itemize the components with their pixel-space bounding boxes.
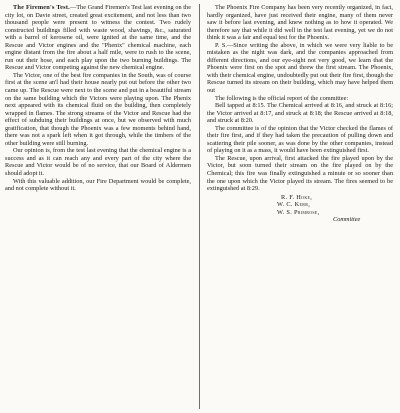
article-paragraph: The Victor, one of the best fire companies in the South, was of course first at the scene an'l had their house nearly put out before the other two came up. The Rescue were next to the scene and put in a beautiful stream on the same building which the Victors were playing upon. The Phenix next appeared with its chemical fluid on the building, then completely wrapped in flames. The strong streams of the Victor and Rescue had the effect of subduing their buildings at once, but we observed with much gratification, that though the Phoenix was a few moments behind hand, there was not a spark left when it got through, while the timbers of the other building were still burning. (5, 71, 191, 147)
signature-primrose: W. S. Primrose, (277, 208, 320, 216)
right-column (207, 4, 393, 409)
report-intro: The following is the official report of the committee: (215, 94, 349, 102)
article-opening-paragraph (5, 4, 191, 72)
report-opinion: The committee is of the opinion that the Victor checked the flames of their fire first, and if they had taken the precaution of pulling down and scattering their pile sooner, as was done by the other companies, instead of playing on it as a mass, it would have been extinguished first. (207, 124, 393, 155)
left-column (5, 4, 191, 409)
article-paragraph: Our opinion is, from the test last evening that the chemical engine is a success and as it can reach any and every part of the city where the Rescue and Victor would be of no service, that our Board of Aldermen should adopt it. (5, 147, 191, 178)
postscript-paragraph: P. S.—Since writing the above, in which we were very liable to be mistaken as the night was dark, and the companies approached from different directions, and our eye-sight not very good, we learn that the Phoenix were first on the spot and threw the first stream. The Phoenix, with their chemical engine, undoubtedly put out their fire first, though the Rescue turned its stream on their building, which may have helped them out (207, 41, 393, 95)
article-opening-text: —The Grand Firemen's Test last evening on the city lot, on Davie street, created great excitement, and not less than two thousand people were present to witness the contest. Two rudely constructed buildings filled with waste wood, shavings, &c., saturated with a barrel of kerosene oil, were ignited at the same time, and the Rescue and Victor engines and the "Phenix" chemical machine, each engine distant from the fire about a half mile, were to rush to the scene, run out their hose, and each play upon the two burning buildings. The Rescue and Victor competing against the new chemical engine. (5, 4, 191, 72)
column-divider (199, 4, 200, 409)
signature-hoke: R. F. Hoke, (281, 193, 313, 201)
article-paragraph: With this valuable addition, our Fire Department would be complete, and not complete without it. (5, 177, 191, 193)
committee-label: Committee (333, 216, 361, 224)
article-paragraph: The Phoenix Fire Company has been very recently organized, in fact, hardly organized, have just received their engine, many of them never saw it before last evening, and knew nothing as to how it operated. We therefore say that while it did well in the test last evening, yet we do not think it was a fair and equal test for the Phoenix. (207, 4, 393, 42)
signature-kerr: W. C. Kerr, (277, 201, 311, 209)
report-timings: Bell tapped at 8:15. The Chemical arrived at 8:16, and struck at 8:16; the Victor arrived at 8:17, and struck at 8:18; the Rescue arrived at 8:18, and struck at 8:20. (207, 102, 393, 125)
article-headline: The Firemen's Test. (13, 4, 70, 11)
report-conclusion: The Rescue, upon arrival, first attacked the fire played upon by the Victor, but soon turned their stream on the fire played on by the Chemical; this fire was finally extinguished a minute or so sooner than the one upon which the Victor played its stream. The fires seemed to be extinguished at 8:29. (207, 154, 393, 193)
